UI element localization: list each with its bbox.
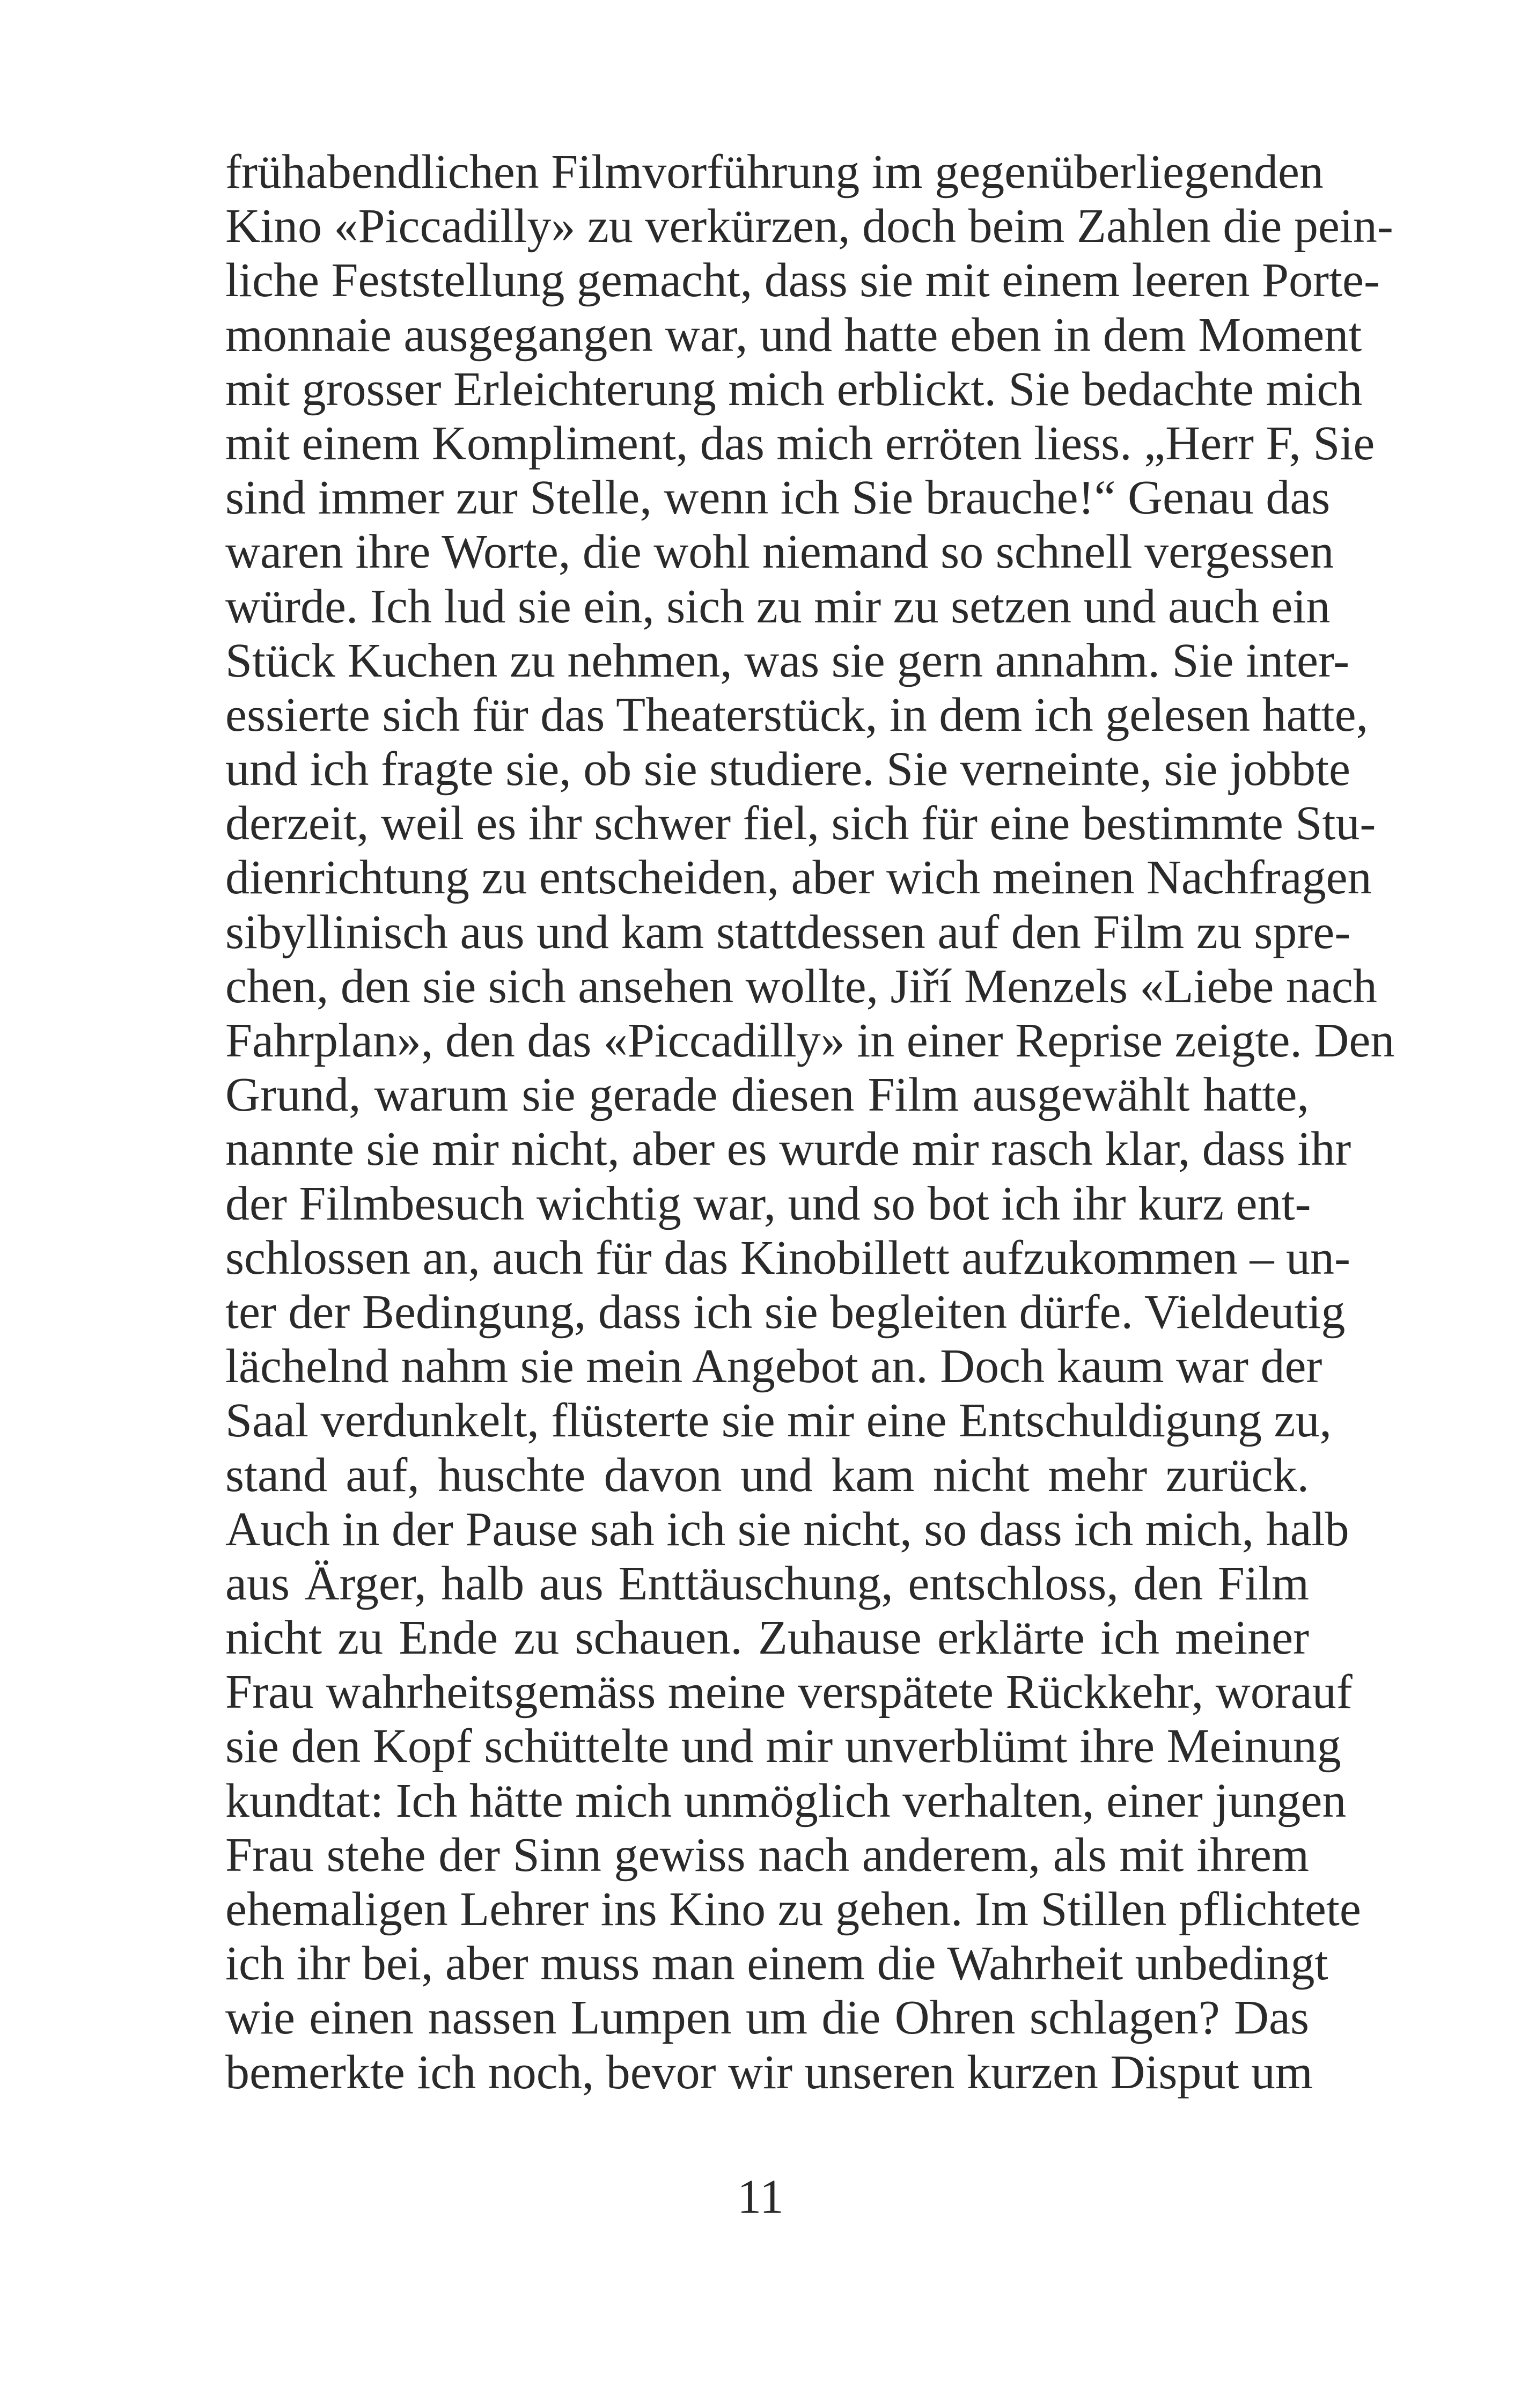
text-line: sind immer zur Stelle, wenn ich Sie brauche!“ Genau das — [225, 471, 1331, 525]
text-line: Stück Kuchen zu nehmen, was sie gern annahm. Sie inter- — [225, 634, 1350, 687]
text-line: wie einen nassen Lumpen um die Ohren schlagen? Das — [225, 1991, 1309, 2045]
page-number: 11 — [737, 2170, 784, 2223]
text-line: frühabendlichen Filmvorführung im gegenüberliegenden — [225, 145, 1324, 199]
text-line: schlossen an, auch für das Kinobillett aufzukommen – un- — [225, 1231, 1350, 1284]
text-line: stand auf, huschte davon und kam nicht mehr zurück. — [225, 1448, 1309, 1502]
text-line: essierte sich für das Theaterstück, in dem ich gelesen hatte, — [225, 688, 1369, 742]
text-line: lächelnd nahm sie mein Angebot an. Doch kaum war der — [225, 1340, 1322, 1393]
text-line: nicht zu Ende zu schauen. Zuhause erklärte ich meiner — [225, 1611, 1309, 1665]
text-line: nannte sie mir nicht, aber es wurde mir rasch klar, dass ihr — [225, 1122, 1351, 1176]
text-line: kundtat: Ich hätte mich unmöglich verhalten, einer jungen — [225, 1774, 1347, 1827]
text-line: Saal verdunkelt, flüsterte sie mir eine Entschuldigung zu, — [225, 1394, 1332, 1448]
text-line: und ich fragte sie, ob sie studiere. Sie verneinte, sie jobbte — [225, 743, 1350, 796]
text-line: liche Feststellung gemacht, dass sie mit einem leeren Porte- — [225, 254, 1380, 307]
text-line: würde. Ich lud sie ein, sich zu mir zu setzen und auch ein — [225, 579, 1331, 633]
text-line: waren ihre Worte, die wohl niemand so schnell vergessen — [225, 525, 1334, 579]
text-line: dienrichtung zu entscheiden, aber wich meinen Nachfragen — [225, 851, 1372, 905]
text-line: chen, den sie sich ansehen wollte, Jiří Menzels «Liebe nach — [225, 959, 1377, 1013]
text-line: aus Ärger, halb aus Enttäuschung, entschloss, den Film — [225, 1557, 1309, 1610]
text-line: derzeit, weil es ihr schwer fiel, sich für eine bestimmte Stu- — [225, 797, 1376, 850]
text-line: Fahrplan», den das «Piccadilly» in einer Reprise zeigte. Den — [225, 1014, 1395, 1067]
text-line: bemerkte ich noch, bevor wir unseren kurzen Disput um — [225, 2045, 1313, 2099]
text-line: Kino «Piccadilly» zu verkürzen, doch beim Zahlen die pein- — [225, 200, 1393, 253]
text-line: monnaie ausgegangen war, und hatte eben in dem Moment — [225, 308, 1362, 362]
text-line: sibyllinisch aus und kam stattdessen auf den Film zu spre- — [225, 905, 1351, 959]
text-line: mit einem Kompliment, das mich erröten liess. „Herr F, Sie — [225, 416, 1375, 470]
text-line: Auch in der Pause sah ich sie nicht, so dass ich mich, halb — [225, 1502, 1349, 1556]
text-line: ter der Bedingung, dass ich sie begleiten dürfe. Vieldeutig — [225, 1285, 1346, 1339]
text-line: Grund, warum sie gerade diesen Film ausgewählt hatte, — [225, 1068, 1309, 1122]
text-line: ehemaligen Lehrer ins Kino zu gehen. Im Stillen pflichtete — [225, 1883, 1361, 1936]
text-line: Frau wahrheitsgemäss meine verspätete Rückkehr, worauf — [225, 1665, 1353, 1719]
text-line: der Filmbesuch wichtig war, und so bot ich ihr kurz ent- — [225, 1177, 1311, 1230]
text-line: mit grosser Erleichterung mich erblickt. Sie bedachte mich — [225, 362, 1363, 416]
body-text — [225, 145, 1395, 2099]
text-line: Frau stehe der Sinn gewiss nach anderem, als mit ihrem — [225, 1828, 1309, 1882]
text-line: sie den Kopf schüttelte und mir unverblümt ihre Meinung — [225, 1720, 1341, 1773]
text-line: ich ihr bei, aber muss man einem die Wahrheit unbedingt — [225, 1937, 1328, 1991]
